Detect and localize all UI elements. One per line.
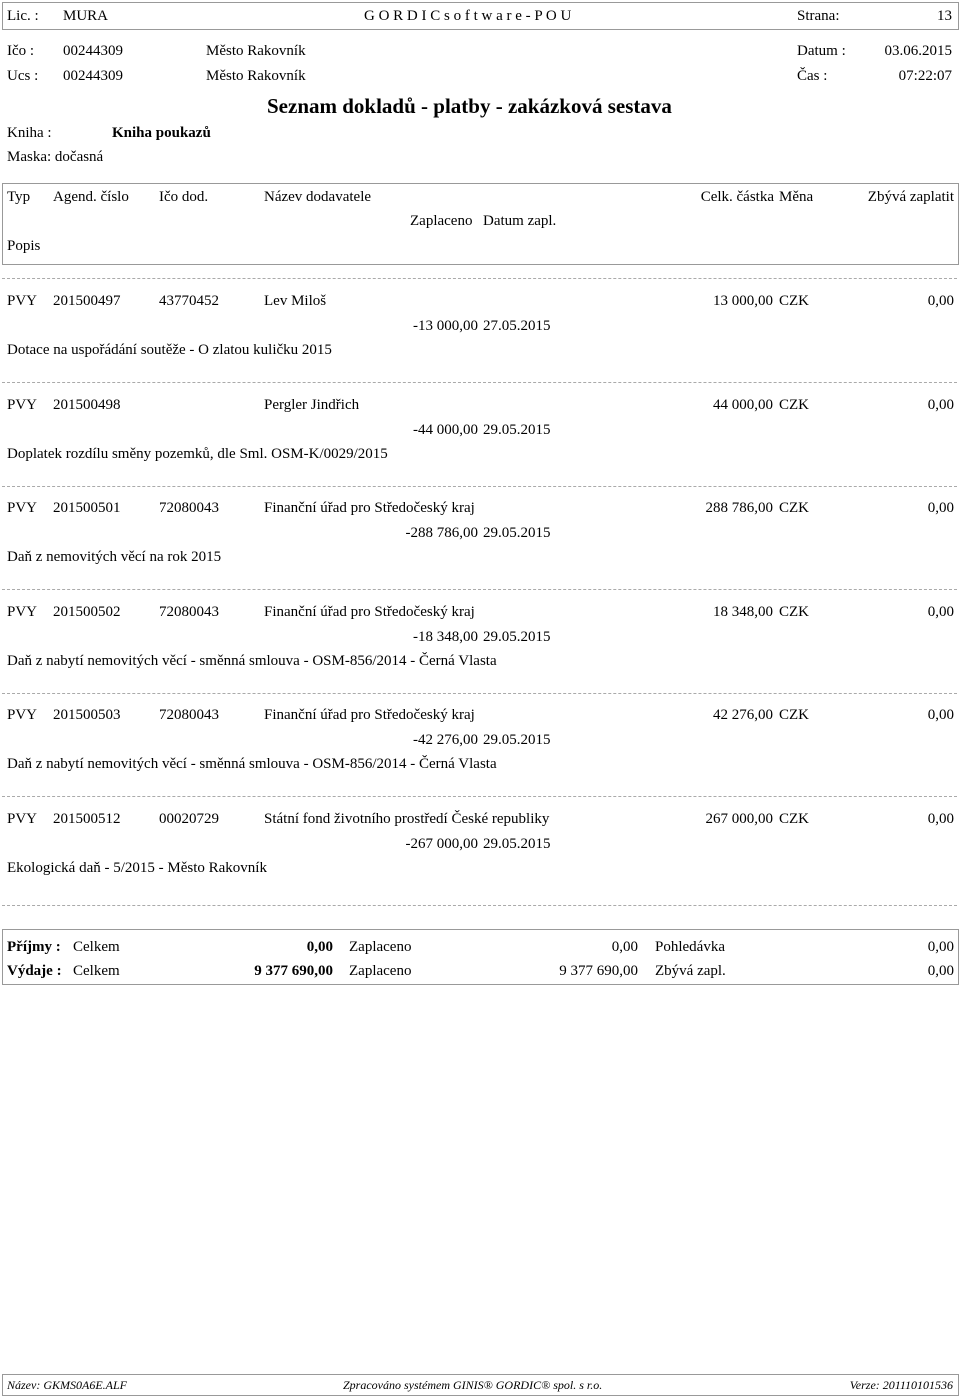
record-agend: 201500502 bbox=[53, 604, 121, 620]
record-typ: PVY bbox=[7, 604, 38, 620]
table-row bbox=[0, 601, 960, 691]
col-mena: Měna bbox=[779, 189, 814, 205]
record-datum: 27.05.2015 bbox=[483, 318, 551, 334]
separator bbox=[2, 693, 957, 694]
record-mena: CZK bbox=[779, 397, 809, 413]
maska-label: Maska: dočasná bbox=[7, 149, 104, 165]
record-nazev: Finanční úřad pro Středočeský kraj bbox=[264, 500, 475, 516]
record-zbyva: 0,00 bbox=[927, 604, 954, 620]
record-ico: 72080043 bbox=[159, 604, 219, 620]
footer-nazev: Název: GKMS0A6E.ALF bbox=[7, 1378, 127, 1392]
table-row bbox=[0, 704, 960, 794]
record-mena: CZK bbox=[779, 811, 809, 827]
cas-label: Čas : bbox=[797, 68, 828, 84]
col-zaplaceno: Zaplaceno bbox=[410, 213, 473, 229]
record-nazev: Finanční úřad pro Středočeský kraj bbox=[264, 604, 475, 620]
record-typ: PVY bbox=[7, 707, 38, 723]
record-celk: 267 000,00 bbox=[705, 811, 773, 827]
cas-value: 07:22:07 bbox=[898, 68, 952, 84]
prijmy-label: Příjmy : bbox=[7, 939, 61, 955]
col-ico: Ičo dod. bbox=[159, 189, 209, 205]
separator bbox=[2, 486, 957, 487]
record-datum: 29.05.2015 bbox=[483, 629, 551, 645]
record-zaplaceno: -42 276,00 bbox=[413, 732, 478, 748]
kniha-label: Kniha : bbox=[7, 125, 52, 141]
ucs-name: Město Rakovník bbox=[206, 68, 306, 84]
record-nazev: Státní fond životního prostředí České republiky bbox=[264, 811, 550, 827]
record-typ: PVY bbox=[7, 500, 38, 516]
separator bbox=[2, 382, 957, 383]
separator bbox=[2, 589, 957, 590]
vydaje-zbyva-label: Zbývá zapl. bbox=[655, 963, 726, 979]
ucs-label: Ucs : bbox=[7, 68, 39, 84]
software-label: G O R D I C s o f t w a r e - P O U bbox=[364, 8, 572, 24]
col-popis: Popis bbox=[7, 238, 41, 254]
record-typ: PVY bbox=[7, 397, 38, 413]
ico-value: 00244309 bbox=[63, 43, 123, 59]
record-ico: 72080043 bbox=[159, 500, 219, 516]
prijmy-zaplaceno-label: Zaplaceno bbox=[349, 939, 412, 955]
record-zbyva: 0,00 bbox=[927, 293, 954, 309]
record-mena: CZK bbox=[779, 707, 809, 723]
record-zaplaceno: -288 786,00 bbox=[405, 525, 478, 541]
vydaje-celkem-value: 9 377 690,00 bbox=[254, 963, 333, 979]
record-celk: 13 000,00 bbox=[713, 293, 773, 309]
record-zaplaceno: -18 348,00 bbox=[413, 629, 478, 645]
record-mena: CZK bbox=[779, 604, 809, 620]
datum-label: Datum : bbox=[797, 43, 846, 59]
record-agend: 201500503 bbox=[53, 707, 121, 723]
record-datum: 29.05.2015 bbox=[483, 422, 551, 438]
record-celk: 18 348,00 bbox=[713, 604, 773, 620]
col-typ: Typ bbox=[7, 189, 31, 205]
record-agend: 201500498 bbox=[53, 397, 121, 413]
record-mena: CZK bbox=[779, 293, 809, 309]
column-header-box bbox=[2, 183, 959, 265]
record-zbyva: 0,00 bbox=[927, 707, 954, 723]
record-popis: Dotace na uspořádání soutěže - O zlatou kuličku 2015 bbox=[7, 342, 332, 358]
lic-label: Lic. : bbox=[7, 8, 39, 24]
datum-value: 03.06.2015 bbox=[884, 43, 952, 59]
ucs-value: 00244309 bbox=[63, 68, 123, 84]
record-zbyva: 0,00 bbox=[927, 397, 954, 413]
record-typ: PVY bbox=[7, 293, 38, 309]
record-zaplaceno: -267 000,00 bbox=[405, 836, 478, 852]
vydaje-zbyva-value: 0,00 bbox=[927, 963, 954, 979]
table-row bbox=[0, 497, 960, 587]
col-celk: Celk. částka bbox=[700, 189, 774, 205]
record-datum: 29.05.2015 bbox=[483, 836, 551, 852]
record-zbyva: 0,00 bbox=[927, 811, 954, 827]
record-popis: Doplatek rozdílu směny pozemků, dle Sml. OSM-K/0029/2015 bbox=[7, 446, 388, 462]
record-agend: 201500501 bbox=[53, 500, 121, 516]
record-agend: 201500512 bbox=[53, 811, 121, 827]
strana-value: 13 bbox=[937, 8, 952, 24]
summary-box bbox=[2, 929, 959, 985]
vydaje-label: Výdaje : bbox=[7, 963, 62, 979]
ico-name: Město Rakovník bbox=[206, 43, 306, 59]
record-celk: 44 000,00 bbox=[713, 397, 773, 413]
footer-system: Zpracováno systémem GINIS® GORDIC® spol. s r.o. bbox=[343, 1378, 603, 1392]
table-row bbox=[0, 808, 960, 898]
footer-verze: Verze: 201110101536 bbox=[849, 1378, 953, 1392]
separator bbox=[2, 905, 957, 906]
col-datum-zapl: Datum zapl. bbox=[483, 213, 557, 229]
record-popis: Daň z nabytí nemovitých věcí - směnná smlouva - OSM-856/2014 - Černá Vlasta bbox=[7, 653, 497, 669]
vydaje-celkem-label: Celkem bbox=[73, 963, 120, 979]
col-nazev: Název dodavatele bbox=[264, 189, 372, 205]
strana-label: Strana: bbox=[797, 8, 840, 24]
record-datum: 29.05.2015 bbox=[483, 732, 551, 748]
record-nazev: Lev Miloš bbox=[264, 293, 327, 309]
record-popis: Daň z nabytí nemovitých věcí - směnná smlouva - OSM-856/2014 - Černá Vlasta bbox=[7, 756, 497, 772]
prijmy-pohledavka-label: Pohledávka bbox=[655, 939, 725, 955]
prijmy-pohledavka-value: 0,00 bbox=[927, 939, 954, 955]
record-zaplaceno: -13 000,00 bbox=[413, 318, 478, 334]
vydaje-zaplaceno-value: 9 377 690,00 bbox=[559, 963, 638, 979]
kniha-value: Kniha poukazů bbox=[112, 125, 211, 141]
record-celk: 288 786,00 bbox=[705, 500, 773, 516]
page-title: Seznam dokladů - platby - zakázková sestava bbox=[267, 94, 672, 118]
record-ico: 72080043 bbox=[159, 707, 219, 723]
prijmy-zaplaceno-value: 0,00 bbox=[611, 939, 638, 955]
prijmy-celkem-label: Celkem bbox=[73, 939, 120, 955]
table-row bbox=[0, 290, 960, 380]
col-agend: Agend. číslo bbox=[53, 189, 129, 205]
record-popis: Daň z nemovitých věcí na rok 2015 bbox=[7, 549, 222, 565]
record-datum: 29.05.2015 bbox=[483, 525, 551, 541]
record-zaplaceno: -44 000,00 bbox=[413, 422, 478, 438]
prijmy-celkem-value: 0,00 bbox=[306, 939, 333, 955]
vydaje-zaplaceno-label: Zaplaceno bbox=[349, 963, 412, 979]
col-zbyva: Zbývá zaplatit bbox=[867, 189, 954, 205]
record-zbyva: 0,00 bbox=[927, 500, 954, 516]
record-ico: 43770452 bbox=[159, 293, 219, 309]
record-mena: CZK bbox=[779, 500, 809, 516]
ico-label: Ičo : bbox=[7, 43, 35, 59]
record-popis: Ekologická daň - 5/2015 - Město Rakovník bbox=[7, 860, 267, 876]
record-celk: 42 276,00 bbox=[713, 707, 773, 723]
record-typ: PVY bbox=[7, 811, 38, 827]
record-ico: 00020729 bbox=[159, 811, 219, 827]
table-row bbox=[0, 394, 960, 484]
lic-value: MURA bbox=[63, 8, 109, 24]
record-nazev: Pergler Jindřich bbox=[264, 397, 360, 413]
separator bbox=[2, 278, 957, 279]
record-nazev: Finanční úřad pro Středočeský kraj bbox=[264, 707, 475, 723]
record-agend: 201500497 bbox=[53, 293, 121, 309]
separator bbox=[2, 796, 957, 797]
